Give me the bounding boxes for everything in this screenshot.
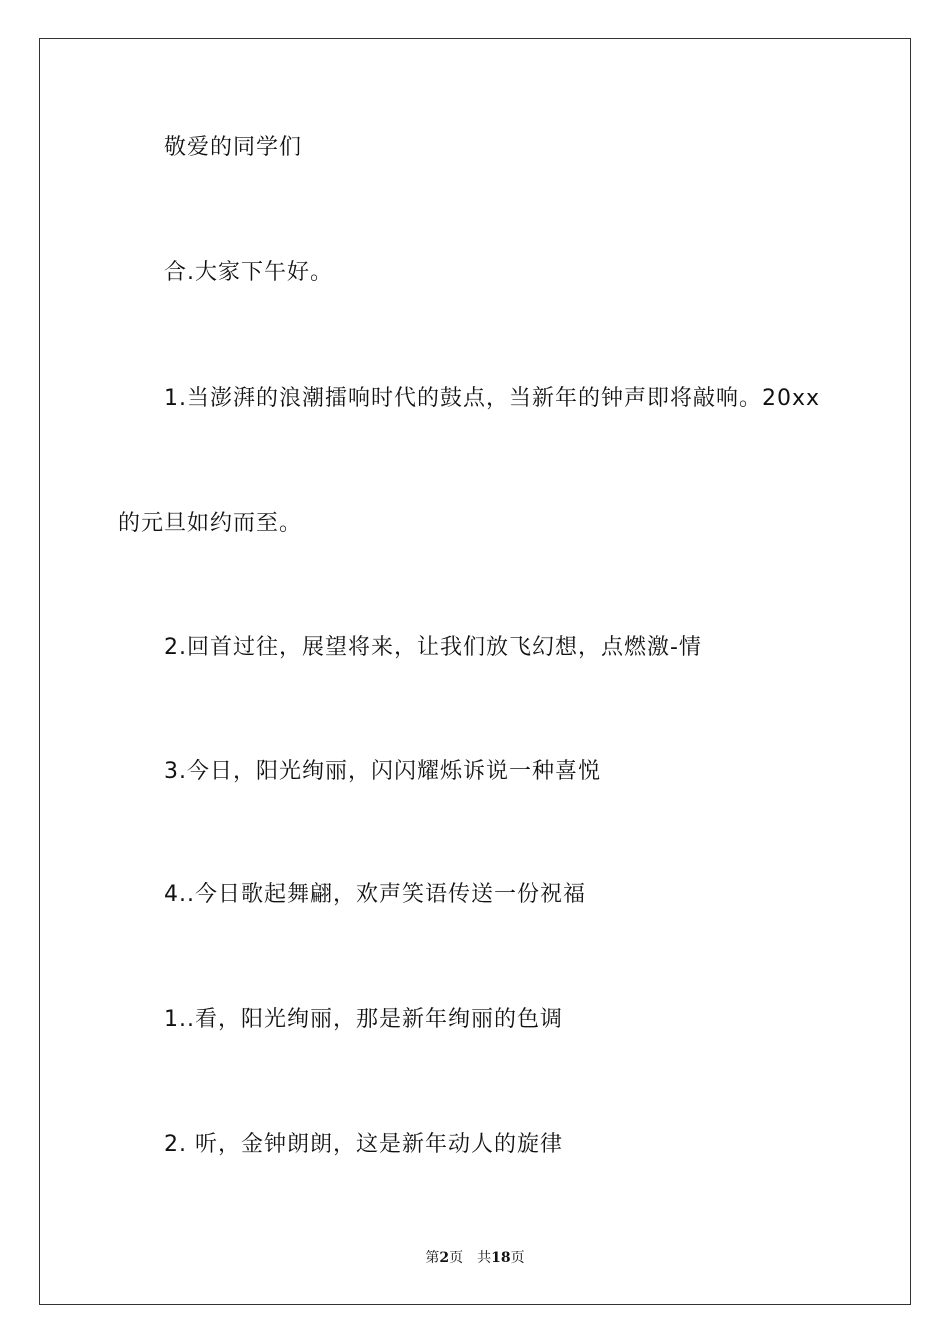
page-suffix: 页	[449, 1250, 464, 1266]
page-prefix: 第	[425, 1250, 440, 1266]
total-prefix: 共	[477, 1250, 492, 1266]
total-suffix: 页	[510, 1250, 525, 1266]
text-line-2: 2.回首过往，展望将来，让我们放飞幻想，点燃激-情	[164, 635, 702, 660]
text-line-1-continued: 的元旦如约而至。	[118, 511, 303, 536]
page-border	[39, 38, 911, 1305]
text-line-4: 4..今日歌起舞翩，欢声笑语传送一份祝福	[164, 882, 586, 907]
text-line-3: 3.今日，阳光绚丽，闪闪耀烁诉说一种喜悦	[164, 759, 601, 784]
page-footer	[0, 1249, 950, 1267]
text-line-greeting: 敬爱的同学们	[164, 135, 303, 160]
text-line-5: 1..看，阳光绚丽，那是新年绚丽的色调	[164, 1007, 563, 1032]
page-current-number: 2	[439, 1250, 450, 1266]
text-line-1: 1.当澎湃的浪潮擂响时代的鼓点，当新年的钟声即将敲响。20xx	[164, 386, 821, 411]
text-line-6: 2. 听，金钟朗朗，这是新年动人的旋律	[164, 1132, 563, 1157]
text-line-welcome: 合.大家下午好。	[164, 260, 333, 285]
page-total-number: 18	[491, 1250, 511, 1266]
